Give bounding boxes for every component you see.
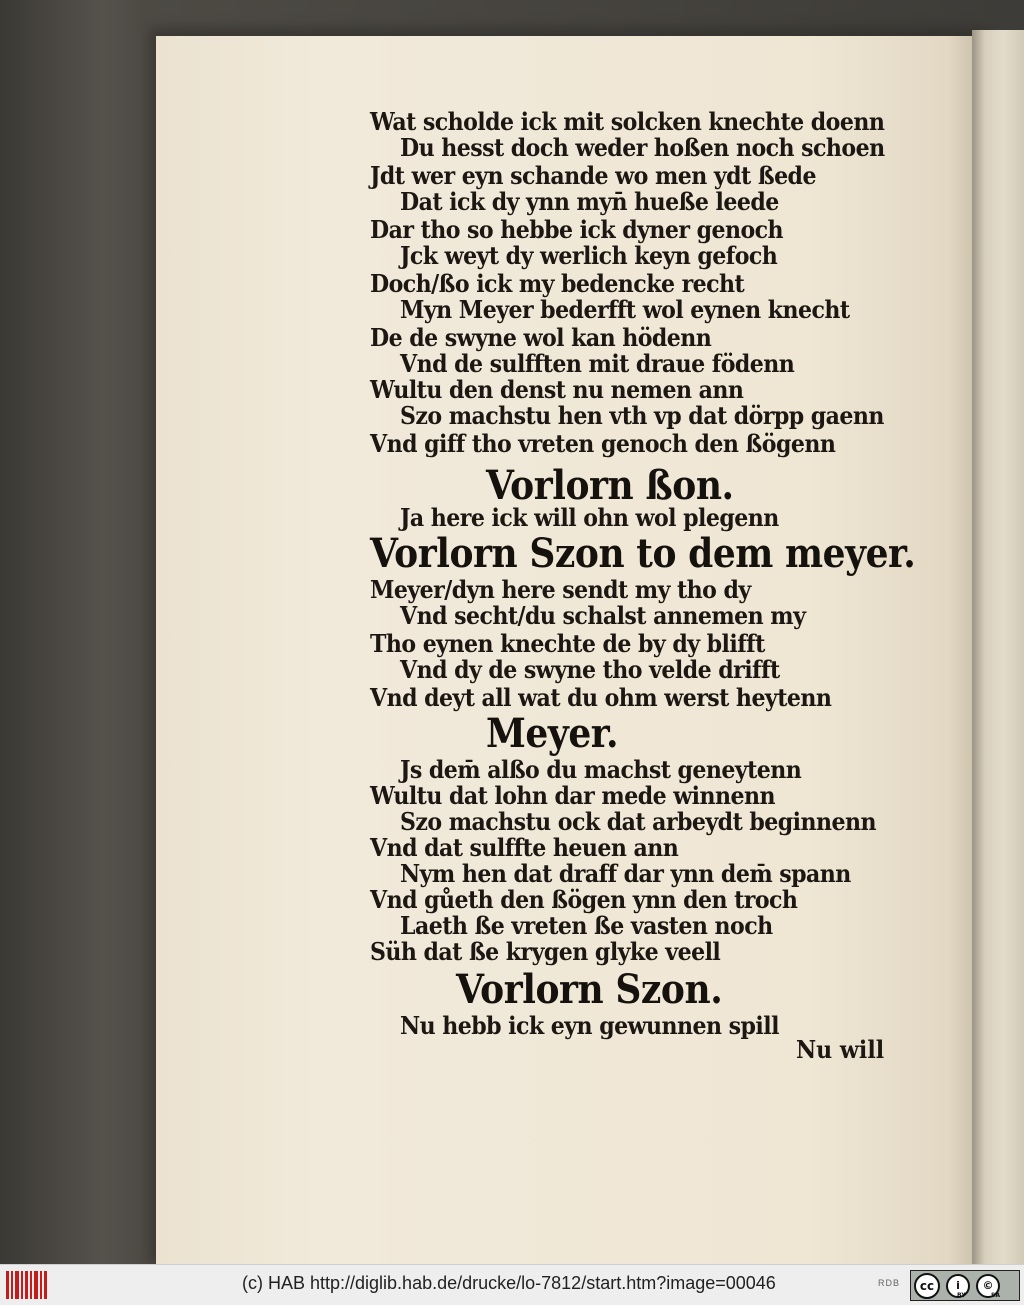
page-code: RDB — [878, 1278, 901, 1288]
text-line: Vnd dy de swyne tho velde drifft — [400, 655, 780, 684]
attribution-icon: i — [946, 1274, 970, 1298]
text-line: Süh dat ße krygen glyke veell — [370, 937, 721, 966]
document-page — [156, 36, 972, 1264]
share-alike-icon: © — [976, 1274, 1000, 1298]
text-line: Du hesst doch weder hoßen noch schoen — [400, 133, 885, 162]
text-line: Laeth ße vreten ße vasten noch — [400, 911, 773, 940]
license-by-label: BY — [957, 1292, 966, 1299]
speaker-heading: Vorlorn Szon. — [456, 966, 723, 1013]
text-line: Vnd dat sulffte heuen ann — [370, 833, 679, 862]
text-line: Vnd de sulfften mit draue födenn — [400, 349, 795, 378]
text-line: Tho eynen knechte de by dy blifft — [370, 629, 765, 658]
speaker-heading: Vorlorn Szon to dem meyer. — [370, 530, 916, 577]
hab-logo-icon — [6, 1271, 48, 1299]
cc-license-badge[interactable] — [910, 1270, 1020, 1301]
text-line: Vnd giff tho vreten genoch den ßögenn — [370, 429, 836, 458]
text-line: Myn Meyer bederfft wol eynen knecht — [400, 295, 850, 324]
speaker-heading: Vorlorn ßon. — [486, 462, 734, 509]
speaker-heading: Meyer. — [486, 710, 619, 757]
viewer-footer — [0, 1264, 1024, 1305]
text-line: Jck weyt dy werlich keyn gefoch — [400, 241, 778, 270]
text-line: Dar tho so hebbe ick dyner genoch — [370, 215, 784, 244]
facing-page-edge — [972, 30, 1024, 1264]
copyright-link[interactable]: (c) HAB http://diglib.hab.de/drucke/lo-7812/start.htm?image=00046 — [242, 1273, 776, 1293]
text-line: Meyer/dyn here sendt my tho dy — [370, 575, 751, 604]
text-line: Szo machstu ock dat arbeydt beginnenn — [400, 807, 876, 836]
text-line: Nu hebb ick eyn gewunnen spill — [400, 1011, 779, 1040]
text-line: Wultu den denst nu nemen ann — [370, 375, 744, 404]
text-line: Dat ick dy ynn myn̄ hueße leede — [400, 187, 779, 216]
text-line: Vnd deyt all wat du ohm werst heytenn — [370, 683, 832, 712]
text-line: Wultu dat lohn dar mede winnenn — [370, 781, 776, 810]
text-line: Wat scholde ick mit solcken knechte doenn — [370, 107, 885, 136]
text-line: Vnd secht/du schalst annemen my — [400, 601, 806, 630]
cc-icon: cc — [914, 1273, 940, 1299]
text-line: Js dem̄ alßo du machst geneytenn — [400, 755, 802, 784]
text-line: Doch/ßo ick my bedencke recht — [370, 269, 745, 298]
text-line: Jdt wer eyn schande wo men ydt ßede — [370, 161, 816, 190]
text-line: Nym hen dat draff dar ynn dem̄ spann — [400, 859, 851, 888]
text-line: De de swyne wol kan hödenn — [370, 323, 712, 352]
license-sa-label: SA — [991, 1292, 1000, 1299]
text-line: Szo machstu hen vth vp dat dörpp gaenn — [400, 401, 884, 430]
text-line: Vnd gůeth den ßögen ynn den troch — [370, 885, 798, 914]
text-line: Ja here ick will ohn wol plegenn — [400, 503, 779, 532]
catchword: Nu will — [796, 1035, 885, 1064]
